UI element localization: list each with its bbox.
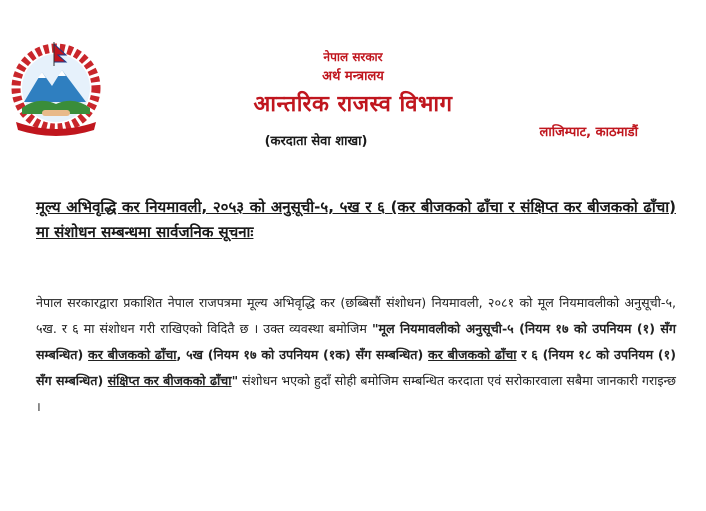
ministry-name: अर्थ मन्त्रालय [322,69,384,84]
quote-part-1: "मूल नियमावलीको अनुसूची-५ (नियम १७ को उपनियम (१) सँग सम्बन्धित) [36,321,676,362]
quote-part-4: कर बीजकको ढाँचा [428,347,517,362]
gov-line-1: नेपाल सरकार [323,50,383,64]
quote-part-3: , ५ख (नियम १७ को उपनियम (१क) सँग सम्बन्धित) [176,347,429,362]
body-text-1: नेपाल सरकारद्वारा प्रकाशित नेपाल राजपत्रमा मूल्य अभिवृद्धि कर (छब्बिसौं संशोधन) नियमावली, २०८१ को मूल नियमावलीको अनुसूची-५, ५ख. र ६ मा संशोधन गरी राखिएको विदितै छ । उक्त व्यवस्था बमोजिम [36,295,676,336]
notice-body [36,290,676,420]
department-name: आन्तरिक राजस्व विभाग [253,92,453,117]
branch-name: (करदाता सेवा शाखा) [264,134,368,149]
quote-part-5: र ६ (नियम १८ को उपनियम (१) सँग सम्बन्धित) [36,347,676,388]
quote-part-6: संक्षिप्त कर बीजकको ढाँचा [107,373,232,388]
office-location: लाजिम्पाट, काठमाडौं [539,125,638,140]
body-text-2: संशोधन भएको हुदाँ सोही बमोजिम सम्बन्धित करदाता एवं सरोकारवाला सबैमा जानकारी गराइन्छ । [36,373,676,414]
quote-part-7: " [231,373,239,388]
quote-part-2: कर बीजकको ढाँचा [88,347,177,362]
notice-heading: मूल्य अभिवृद्धि कर नियमावली, २०५३ को अनुसूची-५, ५ख र ६ (कर बीजकको ढाँचा र संक्षिप्त कर बीजकको ढाँचा) मा संशोधन सम्बन्धमा सार्वजनिक सूचनाः [36,198,676,241]
